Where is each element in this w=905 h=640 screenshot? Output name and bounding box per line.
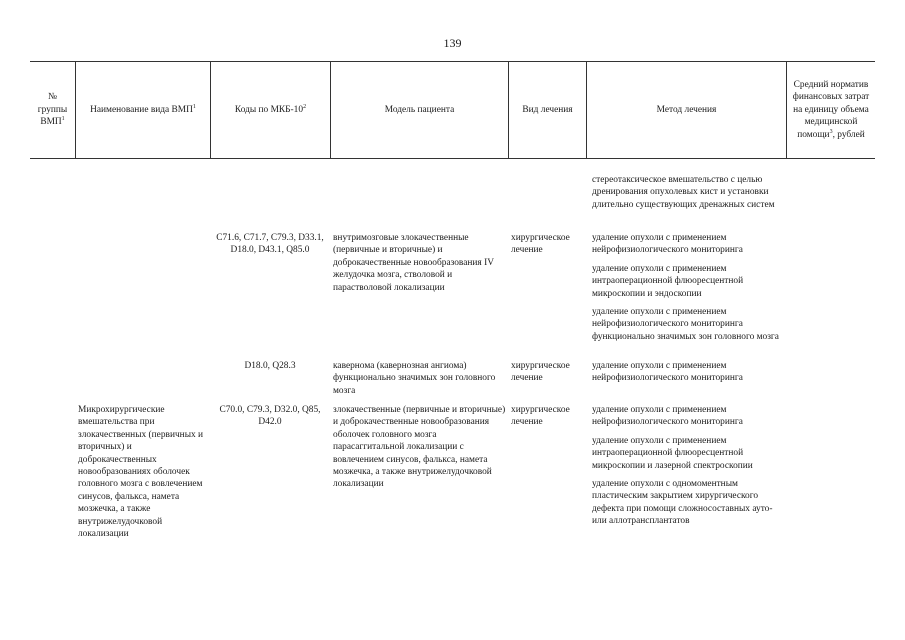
treatment-method-item: удаление опухоли с применением интраоперационной флюоресцентной микроскопии и лазерной спектроскопии <box>592 435 753 471</box>
header-icd-codes: Коды по МКБ-$10^2$ <box>210 62 330 158</box>
table-row-continuation-methods <box>586 174 786 217</box>
row-2-patient-model: кавернома (кавернозная ангиома) функционально значимых зон головного мозга <box>333 361 496 396</box>
row-3-treatment-type: хирургическое лечение <box>511 405 570 428</box>
header-average-cost: Средний норматив финансовых затрат на единицу объема медицинской помощи$^3$, рублей <box>786 62 875 158</box>
row-2-treatment-type: хирургическое лечение <box>511 361 570 384</box>
header-treatment-method: Метод лечения <box>586 62 786 158</box>
treatment-method-item: удаление опухоли с одномоментным пластическим закрытием хирургического дефекта при помощи сложносоставных ауто- или аллотрансплантатов <box>592 479 773 527</box>
row-1-icd-codes: C71.6, C71.7, C79.3, D33.1, D18.0, D43.1, Q85.0 <box>216 233 324 256</box>
row-1-treatment-methods <box>586 232 786 349</box>
row-1-treatment-type: хирургическое лечение <box>511 233 570 256</box>
row-2-icd-codes: D18.0, Q28.3 <box>244 361 296 371</box>
row-3-icd-codes: C70.0, C79.3, D32.0, Q85, D42.0 <box>219 405 321 428</box>
treatment-method-item: удаление опухоли с применением интраоперационной флюоресцентной микроскопии и эндоскопии <box>592 263 744 299</box>
row-3-care-type-name: Микрохирургические вмешательства при злокачественных (первичных и вторичных) и доброкачественных новообразованиях оболочек головного мозга с вовлечением синусов, фалькса, намета мозжечка, а также внутрижелудочковой локализации <box>78 405 204 540</box>
treatment-method-item: стереотаксическое вмешательство с целью дренирования опухолевых кист и установки длительно существующих дренажных систем <box>592 175 775 210</box>
header-treatment-type: Вид лечения <box>508 62 586 158</box>
header-group-number: № группы ВМП$^1$ <box>37 92 68 128</box>
treatment-method-item: удаление опухоли с применением нейрофизиологического мониторинга <box>592 233 743 256</box>
row-3-patient-model: злокачественные (первичные и вторичные) и доброкачественные новообразования оболочек головного мозга парасаггитальной локализации с вовлечением синусов, фалькса, намета мозжечка, а также внутрижелудочковой локализации <box>333 405 506 490</box>
row-3-treatment-methods <box>586 404 786 534</box>
treatment-method-item: удаление опухоли с применением нейрофизиологического мониторинга <box>592 361 743 384</box>
row-1-patient-model: внутримозговые злокачественные (первичные и вторичные) и доброкачественные новообразования IV желудочка мозга, стволовой и парастволовой локализации <box>333 233 494 293</box>
page-number: 139 <box>443 36 462 50</box>
treatment-method-item: удаление опухоли с применением нейрофизиологического мониторинга <box>592 405 743 428</box>
treatment-method-item: удаление опухоли с применением нейрофизиологического мониторинга функционально значимых зон головного мозга <box>592 307 779 342</box>
header-care-type-name: Наименование вида ВМП$^1$ <box>75 62 210 158</box>
row-2-treatment-methods <box>586 360 786 391</box>
table-header <box>30 61 875 159</box>
header-patient-model: Модель пациента <box>330 62 508 158</box>
